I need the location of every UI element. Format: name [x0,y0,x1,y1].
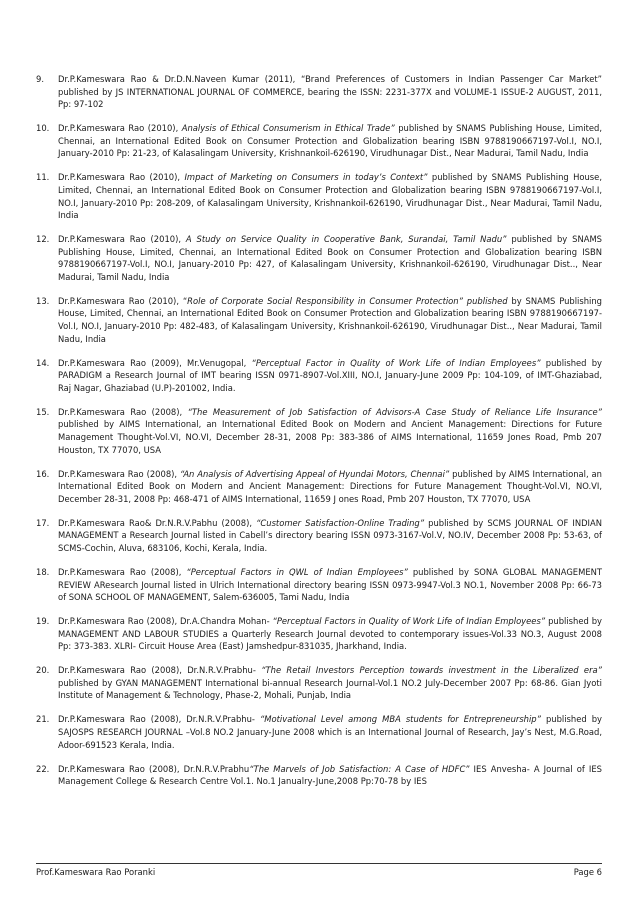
entry-number: 20. [36,665,50,676]
entry-title-text: Impact of Marketing on Consumers in today’s Context” [184,172,428,183]
publication-entry [36,295,602,345]
publication-entry [36,171,602,221]
entry-text: Dr.P.Kameswara Rao (2008), [58,566,187,577]
publication-entry [36,73,602,111]
entry-text: Dr.P.Kameswara Rao (2010), [58,123,182,134]
entry-text: Dr.P.Kameswara Rao (2008), Dr.N.R.V.Prabhu- [58,714,260,725]
entry-text: published by SNAMS Publishing House, Limited, Chennai, an International Edited Book on Consumer Protection and Globalization bearing ISBN 9788190667197-Vol.I, NO.I, January-2010 Pp: 208-209, of Kalasalingam University, Krishnankoil-626190, Virudhunagar Dist., Near Madurai, Tamil Nadu, India [58,172,602,221]
page-footer [36,863,602,877]
entry-title-text: “The Measurement of Job Satisfaction of Advisors-A Case Study of Reliance Life Insurance” [187,406,602,417]
entry-title-text: Analysis of Ethical Consumerism in Ethical Trade” [181,123,395,134]
entry-text: by SNAMS Publishing House, Limited, Chennai, an International Edited Book on Consumer Protection and Globalization bearing ISBN 9788190667197-Vol.I, NO.I, January-2010 Pp: 482-483, of Kalasalingam University, Krishnankoil-626190, Virudhunagar Dist.., Near Madurai, Tamil Nadu, India [58,295,603,344]
footer-author: Prof.Kameswara Rao Poranki [36,867,156,877]
entry-title-text: A Study on Service Quality in Cooperative Bank, Surandai, Tamil Nadu” [185,234,507,245]
entry-text: Dr.P.Kameswara Rao (2010), “ [58,295,188,306]
entry-text: published by SAJOSPS RESEARCH JOURNAL –Vol.8 NO.2 January-June 2008 which is an International Journal of Research, Jay’s Nest, M.G.Road, Adoor-691523 Kerala, India. [58,714,602,750]
entry-text: Dr.P.Kameswara Rao (2008), [58,468,180,479]
entry-text: published by SCMS JOURNAL OF INDIAN MANAGEMENT a Research Journal listed in Cabell’s directory bearing ISSN 0973-3167-Vol.V, NO.IV, December 2008 Pp: 53-63, of SCMS-Cochin, Aluva, 683106, Kochi, Kerala, India. [58,517,602,553]
entry-number: 12. [36,234,50,245]
entry-number: 22. [36,763,50,774]
entry-number: 15. [36,406,50,417]
entry-number: 14. [36,357,50,368]
entry-title-text: “Perceptual Factors in QWL of Indian Employees” [186,566,408,577]
publication-list [36,73,602,799]
entry-number: 17. [36,517,50,528]
entry-text: published by SNAMS Publishing House, Limited, Chennai, an International Edited Book on Consumer Protection and Globalization bearing ISBN 9788190667197-Vol.I, NO.I, January-2010 Pp: 21-23, of Kalasalingam University, Krishnankoil-626190, Virudhunagar Dist., Near Madurai, Tamil Nadu, India [58,123,603,159]
entry-text: published by SONA GLOBAL MANAGEMENT REVIEW AResearch Journal listed in Ulrich International directory bearing ISSN 0973-9947-Vol.3 NO.1, November 2008 Pp: 66-73 of SONA SCHOOL OF MANAGEMENT, Salem-636005, Tami Nadu, India [58,566,602,603]
entry-number: 9. [36,74,44,84]
entry-text: Dr.P.Kameswara Rao & Dr.D.N.Naveen Kumar (2011), “Brand Preferences of Customers in Indian Passenger Car Market” published by JS INTERNATIONAL JOURNAL OF COMMERCE, bearing the ISSN: 2231-377X and VOLUME-1 ISSUE-2 AUGUST, 2011, Pp: 97-102 [58,74,602,110]
entry-title-text: “Customer Satisfaction-Online Trading” [256,517,425,528]
entry-text: published by PARADIGM a Research Journal of IMT bearing ISSN 0971-8907-Vol.XIII, NO.I, January-June 2009 Pp: 104-109, of IMT-Ghaziabad, Raj Nagar, Ghaziabad (U.P)-201002, India. [58,357,602,393]
publication-entry [36,233,602,283]
entry-number: 16. [36,468,50,479]
publication-entry [36,615,602,653]
entry-text: Dr.P.Kameswara Rao (2010), [58,172,185,183]
entry-text: Dr.P.Kameswara Rao (2008), Dr.A.Chandra Mohan- [58,616,273,627]
entry-text: Dr.P.Kameswara Rao& Dr.N.R.V.Pabhu (2008), [58,517,257,528]
entry-title-text: “The Retail Investors Perception towards investment in the Liberalized era” [261,665,602,676]
entry-text: Dr.P.Kameswara Rao (2008), Dr.N.R.V.Prabhu- [58,665,262,676]
publication-entry [36,468,602,506]
publication-entry [36,517,602,555]
entry-text: published by AIMS International, an International Edited Book on Modern and Ancient Management: Directions for Future Management Thought-Vol.VI, NO.VI, December 28-31, 2008 Pp: 468-471 of AIMS International, 11659 J ones Road, Pmb 207 Houston, TX 77070, USA [58,468,602,504]
entry-title-text: Role of Corporate Social Responsibility in Consumer Protection” published [187,295,508,306]
entry-number: 19. [36,616,50,627]
entry-text: Dr.P.Kameswara Rao (2008), [58,406,188,417]
publication-entry [36,406,602,456]
entry-title-text: “Perceptual Factor in Quality of Work Life of Indian Employees” [251,357,541,368]
publication-entry [36,713,602,751]
entry-text: published by GYAN MANAGEMENT International bi-annual Research Journal-Vol.1 NO.2 July-December 2007 Pp: 68-86. Gian Jyoti Institute of Management & Technology, Phase-2, Mohali, Punjab, India [58,677,602,701]
entry-text: published by SNAMS Publishing House, Limited, Chennai, an International Edited Book on Consumer Protection and Globalization bearing ISBN 9788190667197-Vol.I, NO.I, January-2010 Pp: 427, of Kalasalingam University, Krishnankoil-626190, Virudhunagar Dist.., Near Madurai, Tamil Nadu, India [58,234,602,282]
entry-number: 13. [36,295,50,306]
publication-entry [36,566,602,604]
publication-entry [36,122,602,160]
entry-title-text: “An Analysis of Advertising Appeal of Hyundai Motors, Chennai” [179,468,450,479]
entry-text: Dr.P.Kameswara Rao (2008), Dr.N.R.V.Prabhu [58,763,250,774]
page-number: Page 6 [573,867,602,877]
entry-number: 21. [36,714,50,725]
publication-entry [36,664,602,702]
entry-title-text: “Motivational Level among MBA students for Entrepreneurship” [259,714,541,725]
entry-title-text: “The Marvels of Job Satisfaction: A Case of HDFC” [249,763,470,774]
entry-text: Dr.P.Kameswara Rao (2009), Mr.Venugopal, [58,357,252,368]
entry-number: 11. [36,172,50,183]
entry-text: published by MANAGEMENT AND LABOUR STUDIES a Quarterly Research Journal devoted to contemporary issues-Vol.33 NO.3, August 2008 Pp: 373-383. XLRI- Circuit House Area (East) Jamshedpur-831035, Jharkhand, India. [58,616,602,652]
entry-number: 18. [36,566,50,577]
entry-number: 10. [36,123,50,134]
entry-text: published by AIMS International, an International Edited Book on Modern and Ancient Management: Directions for Future Management Thought-Vol.VI, NO.VI, December 28-31, 2008 Pp: 383-386 of AIMS International, 11659 Jones Road, Pmb 207 Houston, TX 77070, USA [58,419,602,455]
entry-text: Dr.P.Kameswara Rao (2010), [58,234,186,245]
publication-entry [36,357,602,395]
publication-entry [36,763,602,788]
entry-title-text: “Perceptual Factors in Quality of Work Life of Indian Employees” [272,616,546,627]
entry-text: IES Anvesha- A Journal of IES Management College & Research Centre Vol.1. No.1 Janualry-June,2008 Pp:70-78 by IES [58,763,602,787]
